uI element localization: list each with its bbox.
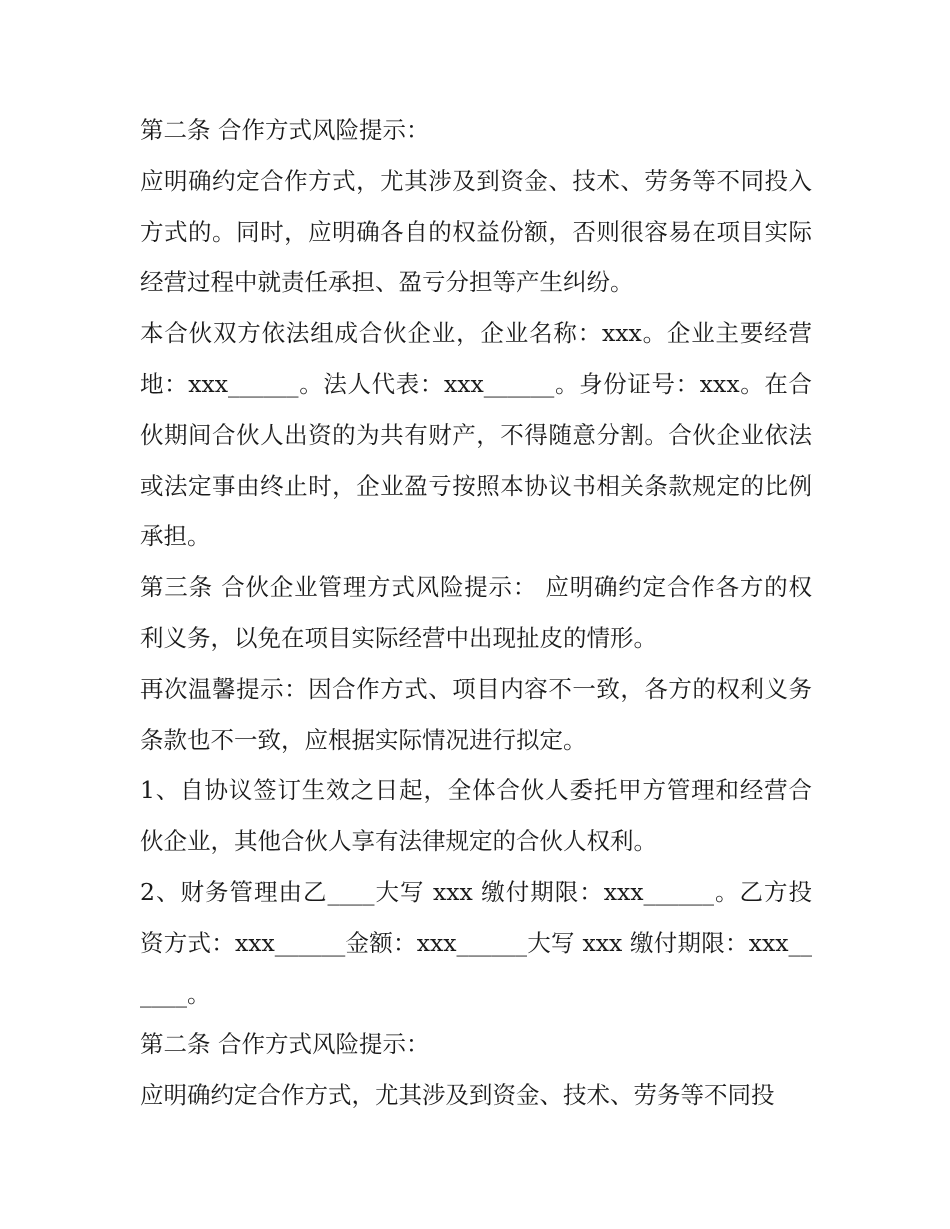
document-body — [140, 105, 812, 1121]
partnership-info-paragraph: 本合伙双方依法组成合伙企业，企业名称：xxx。企业主要经营地：xxx______。法人代表：xxx______。身份证号：xxx。在合伙期间合伙人出资的为共有财产，不得随意分割。合伙企业依法或法定事由终止时，企业盈亏按照本协议书相关条款规定的比例承担。 — [140, 319, 812, 551]
article-2-heading-repeat: 第二条 合作方式风险提示： — [140, 1030, 430, 1059]
clause-1-paragraph: 1、自协议签订生效之日起，全体合伙人委托甲方管理和经营合伙企业，其他合伙人享有法律规定的合伙人权利。 — [140, 776, 812, 856]
article-2-heading: 第二条 合作方式风险提示： — [140, 116, 430, 144]
clause-2-paragraph: 2、财务管理由乙____大写 xxx 缴付期限：xxx______。乙方投资方式：xxx______金额：xxx______大写 xxx 缴付期限：xxx______。 — [140, 877, 812, 1008]
article-3-paragraph: 第三条 合伙企业管理方式风险提示： 应明确约定合作各方的权利义务，以免在项目实际经营中出现扯皮的情形。 — [140, 573, 812, 652]
article-2-risk-paragraph: 应明确约定合作方式，尤其涉及到资金、技术、劳务等不同投入方式的。同时，应明确各自的权益份额，否则很容易在项目实际经营过程中就责任承担、盈亏分担等产生纠纷。 — [140, 166, 812, 297]
reminder-paragraph: 再次温馨提示：因合作方式、项目内容不一致，各方的权利义务条款也不一致，应根据实际情况进行拟定。 — [140, 674, 812, 754]
article-2-risk-paragraph-repeat: 应明确约定合作方式，尤其涉及到资金、技术、劳务等不同投 — [140, 1081, 775, 1110]
